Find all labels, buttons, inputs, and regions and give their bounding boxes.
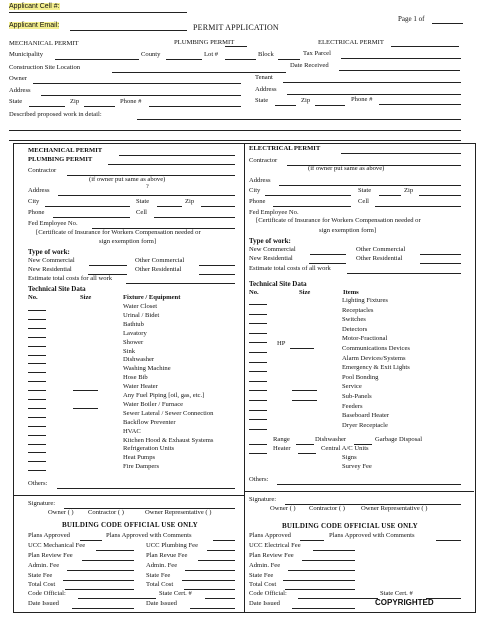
left-fixture-label: Kitchen Hood & Exhaust Systems (123, 436, 214, 444)
left-fixture-no-field[interactable] (28, 408, 46, 409)
tenant-label: Tenant (255, 74, 273, 81)
left-fixture-no-field[interactable] (28, 363, 46, 364)
right-plans-approved-comments-field[interactable] (436, 540, 461, 541)
right-item-label: Pool Bonding (342, 373, 379, 381)
right-item-no-field[interactable] (249, 314, 267, 315)
left-state-fee-label: State Fee (28, 572, 53, 579)
right-heater-label: Heater (273, 445, 291, 452)
right-estimate-label: Estimate total costs of all work (249, 265, 331, 272)
tenant-zip-label: Zip (301, 97, 311, 104)
left-fixture-size-field[interactable] (73, 390, 98, 391)
county-field[interactable] (166, 59, 202, 60)
right-state-label: State (358, 187, 372, 194)
right-heater-no[interactable] (249, 453, 267, 454)
left-ucc-mech-fee-label: UCC Mechanical Fee (28, 542, 86, 549)
right-item-label: Communications Devices (342, 345, 410, 352)
right-phone-field[interactable] (273, 206, 351, 207)
tenant-address-field[interactable] (287, 94, 461, 95)
left-fixture-label: Refrigeration Units (123, 445, 175, 453)
right-survey-fee-label: Survey Fee (342, 463, 372, 470)
left-ucc-mech-fee-field[interactable] (96, 550, 134, 551)
right-item-no-field[interactable] (249, 390, 267, 391)
left-fixture-no-field[interactable] (28, 399, 46, 400)
right-signature-label: Signature: (249, 496, 277, 503)
left-col-fixture: Fixture / Equipment (123, 294, 181, 301)
right-type-of-work: Type of work: (249, 237, 291, 245)
left-fixture-no-field[interactable] (28, 328, 46, 329)
described-work-line-1[interactable] (137, 119, 461, 120)
tenant-phone-label: Phone # (351, 96, 373, 103)
page-number-label: Page 1 of (398, 15, 425, 23)
left-date-issued-label: Date Issued (28, 600, 59, 607)
left-total-cost-label-2: Total Cost (146, 581, 174, 588)
left-fixture-no-field[interactable] (28, 452, 46, 453)
tenant-field[interactable] (283, 82, 461, 83)
right-item-no-field[interactable] (249, 352, 267, 353)
right-item-label: Detectors (342, 325, 368, 333)
left-fixture-no-field[interactable] (28, 444, 46, 445)
right-item-no-field[interactable] (249, 419, 267, 420)
right-item-label: Emergency & Exit Lights (342, 364, 410, 372)
left-zip-field[interactable] (201, 206, 235, 207)
left-date-issued-label-2: Date Issued (146, 600, 177, 607)
right-range-label: Range (273, 436, 290, 443)
right-date-issued-field[interactable] (292, 608, 355, 609)
county-label: County (141, 51, 161, 58)
block-label: Block (258, 51, 274, 58)
left-owner-option[interactable]: Owner ( ) (48, 509, 74, 516)
left-address-field[interactable] (58, 195, 235, 196)
right-zip-field[interactable] (419, 195, 461, 196)
left-if-owner-note: (if owner put same as above) (89, 176, 166, 183)
left-fixture-no-field[interactable] (28, 390, 46, 391)
left-fixture-no-field[interactable] (28, 337, 46, 338)
left-admin-fee-field[interactable] (67, 570, 134, 571)
right-item-label: Dryer Receptacle (342, 421, 388, 429)
left-fixture-label: Bathtub (123, 320, 144, 328)
right-electrical-permit-field[interactable] (341, 153, 461, 154)
left-plans-approved-field[interactable] (80, 540, 102, 541)
lot-field[interactable] (225, 59, 256, 60)
left-ucc-plumb-fee-label: UCC Plumbing Fee (146, 542, 199, 549)
mechanical-permit-header: MECHANICAL PERMIT (9, 40, 79, 47)
right-item-label: Lighting Fixtures (342, 297, 388, 304)
right-item-no-field[interactable] (249, 400, 267, 401)
construction-site-field[interactable] (112, 72, 286, 73)
owner-zip-label: Zip (70, 98, 80, 105)
left-certificate-note-2: sign exemption form] (99, 238, 157, 245)
right-item-no-field[interactable] (249, 304, 267, 305)
copyrighted-stamp: COPYRIGHTED (375, 598, 434, 607)
left-divider (14, 495, 244, 496)
applicant-cell-field[interactable] (9, 12, 187, 13)
left-fixture-label: Dishwasher (123, 356, 155, 364)
left-state-cert-field[interactable] (205, 598, 235, 599)
right-central-ac-label: Central A/C Units (321, 445, 369, 452)
right-col-items: Items (343, 289, 359, 296)
right-plans-approved-field[interactable] (300, 540, 324, 541)
left-other-commercial-field[interactable] (199, 265, 235, 266)
left-estimate-field[interactable] (126, 283, 235, 284)
left-plans-approved-comments-field[interactable] (213, 540, 235, 541)
owner-state-label: State (9, 98, 23, 105)
right-fed-employee-label: Fed Employee No. (249, 209, 299, 216)
right-city-label: City (249, 187, 261, 194)
right-item-no-field[interactable] (249, 429, 267, 430)
date-received-label: Date Received (290, 62, 329, 69)
municipality-label: Municipality (9, 51, 44, 58)
left-plans-approved-comments-label: Plans Approved with Comments (106, 532, 192, 539)
owner-address-label: Address (9, 87, 31, 94)
left-fixture-label: Sink (123, 347, 136, 355)
left-owner-rep-option[interactable]: Owner Representative ( ) (145, 509, 212, 516)
applicant-cell-label: Applicant Cell #: (9, 3, 60, 10)
left-state-label: State (136, 198, 150, 205)
right-ucc-electrical-fee-label: UCC Electrical Fee (249, 542, 301, 549)
right-col-no: No. (249, 289, 259, 296)
construction-site-label: Construction Site Location (9, 64, 81, 71)
right-col-size: Size (299, 289, 311, 296)
right-item-size-field[interactable] (292, 390, 317, 391)
left-col-size: Size (80, 294, 92, 301)
left-fixture-no-field[interactable] (28, 346, 46, 347)
right-owner-option[interactable]: Owner ( ) (270, 505, 296, 512)
right-city-field[interactable] (265, 195, 351, 196)
right-new-residential-label: New Residential (249, 255, 293, 262)
right-new-commercial-field[interactable] (310, 254, 346, 255)
left-fixture-label: Water Heater (123, 383, 158, 391)
left-official-use-heading: BUILDING CODE OFFICIAL USE ONLY (62, 521, 198, 529)
left-mechanical-permit: MECHANICAL PERMIT (28, 147, 103, 154)
right-total-cost-field[interactable] (285, 589, 355, 590)
right-state-cert-label: State Cert. # (380, 590, 413, 597)
right-item-no-field[interactable] (249, 342, 267, 343)
right-new-commercial-label: New Commercial (249, 246, 296, 253)
owner-address-field[interactable] (41, 95, 241, 96)
left-col-no: No. (28, 294, 38, 301)
right-technical-site-data: Technical Site Data (249, 280, 307, 288)
left-type-of-work: Type of work: (28, 248, 70, 256)
municipality-field[interactable] (55, 59, 139, 60)
electrical-permit-header: ELECTRICAL PERMIT (318, 39, 384, 46)
right-heater-field[interactable] (298, 453, 316, 454)
tenant-phone-field[interactable] (379, 104, 461, 105)
right-item-no-field[interactable] (249, 410, 267, 411)
applicant-email-field[interactable] (70, 30, 187, 31)
right-contractor-option[interactable]: Contractor ( ) (309, 505, 345, 512)
owner-phone-field[interactable] (149, 106, 241, 107)
lot-label: Lot # (204, 51, 219, 58)
column-divider (244, 143, 245, 612)
left-admin-fee-label-2: Admin. Fee (146, 562, 178, 569)
left-fixture-label: Water Closet (123, 303, 158, 310)
left-fixture-size-field[interactable] (73, 408, 98, 409)
tax-parcel-field[interactable] (341, 58, 461, 59)
right-cell-label: Cell (358, 198, 369, 205)
right-certificate-note-2: sign exemption form] (319, 227, 377, 234)
left-fixture-label: Water Boiler / Furnace (123, 400, 184, 408)
right-official-use-heading: BUILDING CODE OFFICIAL USE ONLY (282, 522, 418, 530)
left-fixture-label: Shower (123, 338, 144, 346)
left-plans-approved-label: Plans Approved (28, 532, 70, 539)
left-state-cert-label: State Cert. # (159, 590, 192, 597)
left-phone-field[interactable] (53, 217, 130, 218)
left-code-official-label: Code Official: (28, 590, 66, 597)
left-fixture-label: Lavatory (123, 329, 147, 337)
left-fixture-label: Fire Dampers (123, 463, 160, 471)
right-admin-fee-field[interactable] (288, 570, 355, 571)
right-phone-label: Phone (249, 198, 266, 205)
left-signature-label: Signature: (28, 500, 56, 507)
right-electrical-permit: ELECTRICAL PERMIT (249, 145, 321, 152)
right-owner-rep-option[interactable]: Owner Representative ( ) (361, 505, 428, 512)
page-title: PERMIT APPLICATION (193, 23, 279, 32)
left-fixture-no-field[interactable] (28, 319, 46, 320)
applicant-email-label: Applicant Email: (9, 22, 60, 29)
right-item-label: Sub-Panels (342, 393, 372, 400)
right-hp-field[interactable] (290, 348, 314, 349)
described-work-label: Described proposed work in detail: (9, 111, 102, 118)
right-plan-review-fee-field[interactable] (302, 560, 355, 561)
described-work-line-3[interactable] (9, 140, 461, 141)
owner-zip-field[interactable] (84, 106, 115, 107)
left-others-field[interactable] (57, 488, 235, 489)
right-range-no[interactable] (249, 444, 267, 445)
right-other-residential-field[interactable] (420, 263, 461, 264)
right-item-label: Receptacles (342, 306, 374, 314)
tenant-state-field[interactable] (275, 105, 296, 106)
owner-phone-label: Phone # (120, 98, 142, 105)
right-if-owner-note: (if owner put same as above) (308, 165, 385, 172)
left-plumbing-permit-field[interactable] (108, 164, 235, 165)
plumbing-permit-header: PLUMBING PERMIT (174, 39, 235, 46)
owner-field[interactable] (33, 83, 241, 84)
left-cell-field[interactable] (154, 217, 235, 218)
left-zip-label: Zip (185, 198, 195, 205)
page-count-field[interactable] (432, 23, 463, 24)
left-phone-label: Phone (28, 209, 45, 216)
right-state-field[interactable] (379, 195, 401, 196)
right-total-cost-label: Total Cost (249, 581, 277, 588)
left-plan-revue-fee-field[interactable] (198, 560, 235, 561)
right-zip-label: Zip (404, 187, 414, 194)
right-signs-label: Signs (342, 454, 357, 461)
left-state-fee-label-2: State Fee (146, 572, 171, 579)
right-dishwasher-label: Dishwasher (315, 436, 347, 443)
tenant-zip-field[interactable] (315, 105, 345, 106)
right-date-issued-label: Date Issued (249, 600, 280, 607)
block-field[interactable] (278, 59, 300, 60)
right-other-commercial-label: Other Commercial (356, 246, 406, 253)
left-plan-revue-fee-label: Plan Revue Fee (146, 552, 188, 559)
right-item-label: Alarm Devices/Systems (342, 354, 406, 362)
right-state-fee-field[interactable] (283, 580, 355, 581)
left-fixture-no-field[interactable] (28, 310, 46, 311)
right-others-label: Others: (249, 476, 269, 483)
right-state-fee-label: State Fee (249, 572, 274, 579)
right-item-label: Baseboard Heater (342, 412, 390, 420)
left-technical-site-data: Technical Site Data (28, 285, 86, 293)
left-fixture-no-field[interactable] (28, 417, 46, 418)
right-new-residential-field[interactable] (309, 263, 346, 264)
left-fixture-no-field[interactable] (28, 381, 46, 382)
tenant-state-label: State (255, 97, 269, 104)
owner-state-field[interactable] (29, 106, 65, 107)
left-fixture-label: Sewer Lateral / Sewer Connection (123, 409, 214, 417)
right-estimate-field[interactable] (347, 273, 461, 274)
left-state-fee-field[interactable] (63, 580, 134, 581)
described-work-line-2[interactable] (9, 130, 461, 131)
left-fixture-label: Backflow Preventer (123, 418, 176, 426)
tax-parcel-label: Tax Parcel (303, 50, 331, 57)
left-total-cost-field[interactable] (65, 589, 134, 590)
left-admin-fee-label: Admin. Fee (28, 562, 60, 569)
right-item-label: Switches (342, 316, 366, 324)
left-fed-employee-label: Fed Employee No. (28, 220, 78, 227)
left-fixture-label: Washing Machine (123, 365, 171, 373)
left-address-label: Address (28, 187, 50, 194)
left-fixture-label: Any Fuel Piping [oil, gas, etc.] (123, 392, 205, 399)
left-cell-label: Cell (136, 209, 147, 216)
right-address-label: Address (249, 177, 271, 184)
right-plans-approved-comments-label: Plans Approved with Comments (329, 532, 415, 539)
left-new-residential-label: New Residential (28, 266, 72, 273)
left-fixture-no-field[interactable] (28, 461, 46, 462)
left-new-commercial-field[interactable] (89, 265, 127, 266)
right-item-no-field[interactable] (249, 323, 267, 324)
left-contractor-label: Contractor (28, 167, 57, 174)
date-received-field[interactable] (339, 70, 460, 71)
left-others-label: Others: (28, 480, 48, 487)
right-item-label: Motor-Fractional (342, 335, 388, 343)
left-admin-fee-field-2[interactable] (185, 570, 235, 571)
left-contractor-option[interactable]: Contractor ( ) (88, 509, 124, 516)
left-certificate-note-1: [Certificate of Insurance for Workers Compensation needed or (36, 229, 201, 236)
left-question-mark: ? (146, 183, 149, 190)
right-garbage-disposal-label: Garbage Disposal (375, 436, 423, 443)
left-other-commercial-label: Other Commercial (135, 257, 185, 264)
left-ucc-plumb-fee-field[interactable] (207, 550, 235, 551)
left-mechanical-permit-field[interactable] (119, 155, 235, 156)
right-item-no-field[interactable] (249, 381, 267, 382)
right-code-official-field[interactable] (298, 598, 378, 599)
right-code-official-label: Code Official: (249, 590, 287, 597)
right-other-residential-label: Other Residential (356, 255, 403, 262)
right-certificate-note-1: [Certificate of Insurance for Workers Compensation needed or (256, 217, 421, 224)
right-plan-review-fee-label: Plan Review Fee (249, 552, 294, 559)
right-range-field[interactable] (296, 444, 314, 445)
right-other-commercial-field[interactable] (420, 254, 461, 255)
left-new-commercial-label: New Commercial (28, 257, 75, 264)
left-fixture-label: Hose Bib (123, 374, 148, 382)
left-fixture-no-field[interactable] (28, 355, 46, 356)
plumbing-permit-field[interactable] (225, 46, 247, 47)
left-fixture-label: Heat Pumps (123, 454, 156, 462)
left-code-official-field[interactable] (78, 598, 156, 599)
left-city-label: City (28, 198, 40, 205)
left-other-residential-field[interactable] (199, 274, 235, 275)
left-fixture-no-field[interactable] (28, 435, 46, 436)
right-item-no-field[interactable] (249, 333, 267, 334)
left-plan-review-fee-label: Plan Review Fee (28, 552, 73, 559)
right-divider (245, 491, 474, 492)
tenant-address-label: Address (255, 86, 277, 93)
left-estimate-label: Estimate total costs for all work (28, 275, 113, 282)
left-state-field[interactable] (157, 206, 182, 207)
electrical-permit-field[interactable] (391, 46, 459, 47)
right-item-no-field[interactable] (249, 362, 267, 363)
left-fixture-label: HVAC (123, 427, 141, 435)
right-ucc-electrical-fee-field[interactable] (313, 550, 355, 551)
right-address-field[interactable] (279, 185, 461, 186)
left-date-issued-field-2[interactable] (190, 608, 235, 609)
right-item-label: Feeders (342, 402, 363, 410)
right-item-no-field[interactable] (249, 371, 267, 372)
left-total-cost-label: Total Cost (28, 581, 56, 588)
left-fixture-no-field[interactable] (28, 470, 46, 471)
left-other-residential-label: Other Residential (135, 266, 182, 273)
left-plumbing-permit: PLUMBING PERMIT (28, 156, 93, 163)
right-admin-fee-label: Admin. Fee (249, 562, 281, 569)
left-fixture-no-field[interactable] (28, 372, 46, 373)
right-cell-field[interactable] (375, 206, 461, 207)
right-plans-approved-label: Plans Approved (249, 532, 291, 539)
right-contractor-label: Contractor (249, 157, 278, 164)
left-date-issued-field[interactable] (72, 608, 134, 609)
right-others-field[interactable] (277, 484, 461, 485)
left-city-field[interactable] (45, 206, 130, 207)
right-hp-label: HP (277, 340, 286, 347)
left-fixture-no-field[interactable] (28, 426, 46, 427)
owner-label: Owner (9, 75, 27, 82)
left-state-fee-field-2[interactable] (182, 580, 235, 581)
left-plan-review-fee-field[interactable] (82, 560, 134, 561)
right-item-size-field[interactable] (292, 400, 317, 401)
left-fixture-label: Urinal / Bidet (123, 311, 160, 319)
right-item-label: Service (342, 383, 362, 391)
